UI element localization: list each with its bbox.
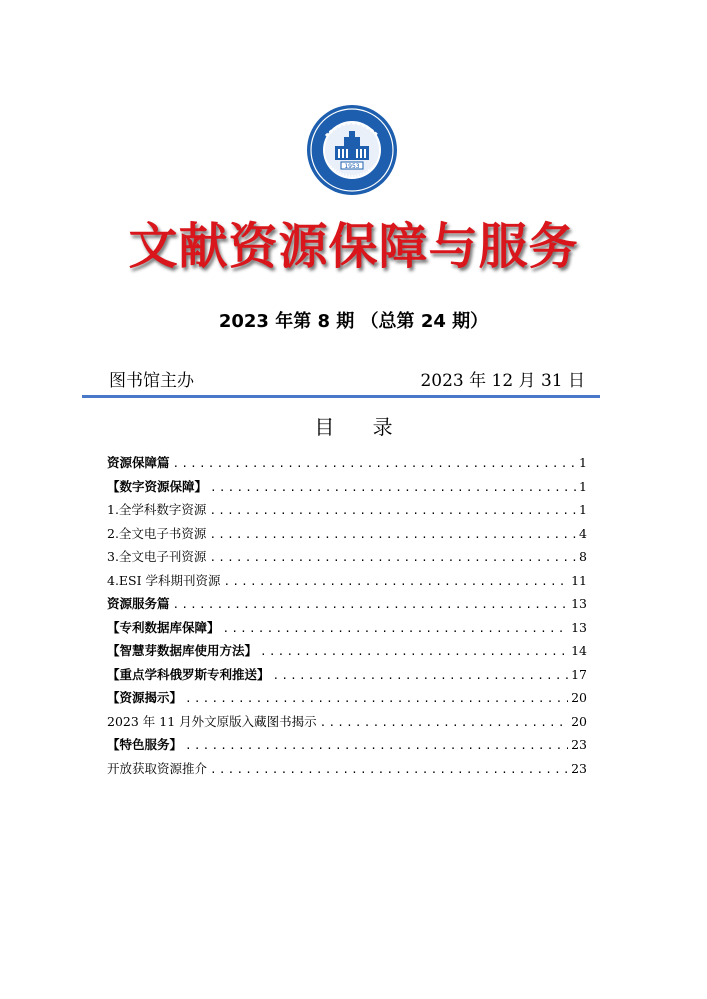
toc-leader-dots (260, 645, 568, 658)
toc-entry[interactable] (107, 641, 587, 665)
toc-entry[interactable] (107, 524, 587, 548)
publication-date: 2023 年 12 月 31 日 (420, 371, 585, 391)
issue-line: 2023 年第 8 期 （总第 24 期） (218, 311, 489, 332)
toc-entry-label: 1.全学科数字资源 (107, 502, 207, 517)
toc-entry-page: 23 (571, 737, 587, 752)
toc-entry-label: 3.全文电子刊资源 (107, 549, 207, 564)
journal-title: 文献资源保障与服务 (128, 218, 579, 275)
toc-heading: 目 录 (314, 415, 409, 439)
toc-entry-page: 1 (579, 455, 587, 470)
toc-entry-label: 【特色服务】 (107, 737, 183, 752)
toc-entry-label: 资源保障篇 (107, 455, 170, 470)
table-of-contents (107, 453, 587, 782)
toc-leader-dots (185, 692, 568, 705)
toc-leader-dots (273, 669, 569, 682)
toc-leader-dots (173, 457, 577, 470)
toc-entry-label: 【智慧芽数据库使用方法】 (107, 643, 258, 658)
toc-leader-dots (210, 763, 568, 776)
toc-entry-label: 【专利数据库保障】 (107, 619, 220, 635)
toc-entry-page: 1 (579, 502, 587, 517)
toc-entry[interactable] (107, 618, 587, 642)
toc-entry-page: 20 (571, 690, 587, 705)
toc-entry[interactable] (107, 477, 587, 501)
logo-year: 1953 (344, 163, 360, 170)
university-seal-icon (306, 104, 398, 196)
toc-leader-dots (209, 528, 576, 541)
toc-entry-page: 4 (579, 525, 587, 541)
toc-entry-page: 17 (571, 666, 587, 682)
toc-entry[interactable] (107, 688, 587, 712)
toc-leader-dots (209, 504, 576, 517)
toc-leader-dots (224, 575, 569, 588)
toc-entry-page: 13 (571, 596, 587, 611)
toc-leader-dots (210, 481, 576, 494)
toc-leader-dots (209, 551, 576, 564)
toc-entry[interactable] (107, 453, 587, 477)
toc-entry-page: 14 (571, 643, 587, 658)
toc-entry-label: 开放获取资源推介 (107, 760, 208, 776)
toc-entry-label: 【数字资源保障】 (107, 478, 208, 494)
toc-entry-label: 2023 年 11 月外文原版入藏图书揭示 (107, 713, 317, 729)
university-logo (306, 104, 398, 196)
toc-entry-page: 1 (579, 478, 587, 494)
toc-entry[interactable] (107, 547, 587, 571)
toc-entry-label: 【重点学科俄罗斯专利推送】 (107, 666, 270, 682)
toc-entry[interactable] (107, 665, 587, 689)
toc-entry[interactable] (107, 712, 587, 736)
toc-entry-label: 2.全文电子书资源 (107, 525, 207, 541)
toc-entry-page: 8 (579, 549, 587, 564)
toc-leader-dots (185, 739, 568, 752)
toc-entry-label: 4.ESI 学科期刊资源 (107, 572, 221, 588)
toc-entry-page: 13 (571, 619, 587, 635)
toc-leader-dots (223, 622, 569, 635)
publisher: 图书馆主办 (109, 371, 194, 391)
toc-entry[interactable] (107, 759, 587, 783)
header-divider (82, 395, 600, 398)
toc-entry-label: 资源服务篇 (107, 596, 170, 611)
toc-entry-page: 20 (571, 713, 587, 729)
toc-entry[interactable] (107, 735, 587, 759)
toc-leader-dots (173, 598, 569, 611)
toc-entry[interactable] (107, 594, 587, 618)
toc-entry-page: 11 (571, 572, 587, 588)
toc-entry[interactable] (107, 571, 587, 595)
toc-entry-page: 23 (571, 760, 587, 776)
toc-leader-dots (320, 716, 568, 729)
toc-entry[interactable] (107, 500, 587, 524)
toc-entry-label: 【资源揭示】 (107, 690, 183, 705)
